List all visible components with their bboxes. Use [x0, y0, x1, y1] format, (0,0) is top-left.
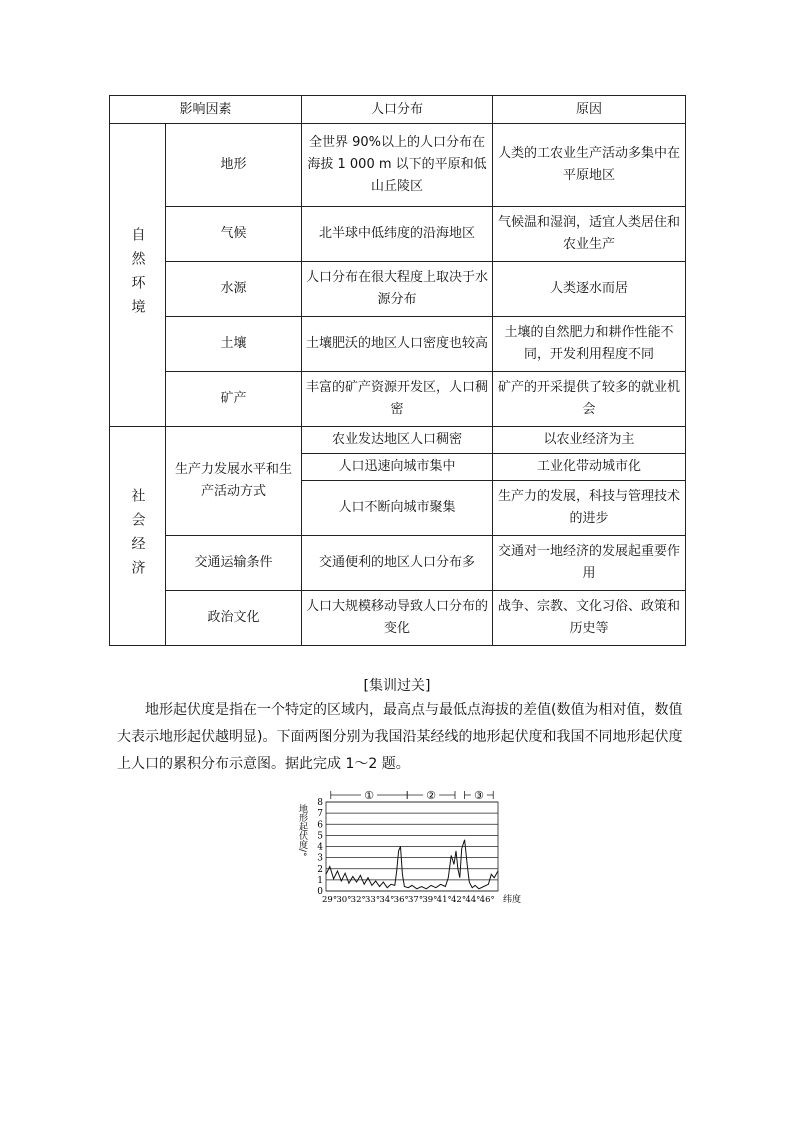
- distribution-cell: 交通便利的地区人口分布多: [302, 536, 493, 591]
- y-tick-label: 1: [317, 875, 323, 886]
- y-tick-label: 5: [317, 831, 323, 842]
- x-tick-label: 36°: [393, 895, 409, 905]
- category-cell: [110, 427, 166, 646]
- table-row: [110, 536, 686, 591]
- x-axis-label: 纬度: [503, 895, 522, 905]
- distribution-cell: 人口分布在很大程度上取决于水源分布: [302, 262, 493, 317]
- reason-cell: 气候温和湿润，适宜人类居住和农业生产: [493, 207, 686, 262]
- category-cell: [110, 124, 166, 427]
- y-tick-label: 3: [317, 853, 323, 864]
- header-factor: 影响因素: [110, 96, 302, 124]
- header-reason: 原因: [493, 96, 686, 124]
- factor-cell: 交通运输条件: [166, 536, 302, 591]
- reason-cell: 以农业经济为主: [493, 427, 686, 454]
- y-tick-label: 0: [317, 887, 323, 897]
- reason-cell: 战争、宗教、文化习俗、政策和历史等: [493, 591, 686, 646]
- factor-cell: 水源: [166, 262, 302, 317]
- table-row: [110, 124, 686, 207]
- table-row: [110, 317, 686, 372]
- x-tick-label: 33°: [365, 895, 381, 905]
- table-row: [110, 372, 686, 427]
- region-label: ①: [364, 789, 374, 802]
- distribution-cell: 土壤肥沃的地区人口密度也较高: [302, 317, 493, 372]
- category-natural: 自然环境: [129, 227, 146, 323]
- distribution-cell: 全世界 90%以上的人口分布在海拔 1 000 m 以下的平原和低山丘陵区: [302, 124, 493, 207]
- x-tick-label: 34°: [379, 895, 395, 905]
- x-tick-label: 39°: [422, 895, 438, 905]
- factor-cell: 地形: [166, 124, 302, 207]
- x-tick-label: 44°: [465, 895, 481, 905]
- reason-cell: 工业化带动城市化: [493, 454, 686, 481]
- category-social: 社会经济: [129, 488, 146, 584]
- terrain-relief-chart: [286, 784, 526, 909]
- factor-cell: 气候: [166, 207, 302, 262]
- relief-series-line: [326, 840, 498, 889]
- question-paragraph: 地形起伏度是指在一个特定的区域内，最高点与最低点海拔的差值(数值为相对值，数值大表示地形起伏越明显)。下面两图分别为我国沿某经线的地形起伏度和我国不同地形起伏度上人口的累积分布示意图。据此完成 1～2 题。: [117, 702, 683, 772]
- table-row: [110, 207, 686, 262]
- region-label: ③: [473, 789, 484, 802]
- reason-cell: 人类逐水而居: [493, 262, 686, 317]
- x-tick-label: 41°: [436, 895, 452, 905]
- table-row: [110, 591, 686, 646]
- distribution-cell: 人口大规模移动导致人口分布的变化: [302, 591, 493, 646]
- y-tick-label: 6: [317, 820, 323, 831]
- x-tick-label: 29°: [322, 895, 338, 905]
- header-distribution: 人口分布: [302, 96, 493, 124]
- x-tick-label: 37°: [408, 895, 424, 905]
- section-title: [集训过关]: [363, 678, 431, 694]
- factor-cell: 生产力发展水平和生产活动方式: [166, 427, 302, 536]
- table-row: [110, 262, 686, 317]
- reason-cell: 交通对一地经济的发展起重要作用: [493, 536, 686, 591]
- reason-cell: 土壤的自然肥力和耕作性能不同，开发利用程度不同: [493, 317, 686, 372]
- factor-cell: 政治文化: [166, 591, 302, 646]
- y-tick-label: 4: [317, 842, 323, 853]
- table-header-row: [110, 96, 686, 124]
- y-tick-label: 8: [317, 798, 323, 808]
- factor-cell: 矿产: [166, 372, 302, 427]
- y-tick-label: 2: [317, 864, 323, 875]
- distribution-cell: 北半球中低纬度的沿海地区: [302, 207, 493, 262]
- distribution-cell: 丰富的矿产资源开发区，人口稠密: [302, 372, 493, 427]
- y-axis-label: 地形起伏度/°: [297, 804, 307, 857]
- region-label: ②: [426, 789, 437, 802]
- x-tick-label: 46°: [479, 895, 495, 905]
- distribution-cell: 农业发达地区人口稠密: [302, 427, 493, 454]
- reason-cell: 矿产的开采提供了较多的就业机会: [493, 372, 686, 427]
- factor-table: [109, 95, 686, 646]
- x-tick-label: 42°: [451, 895, 467, 905]
- distribution-cell: 人口不断向城市聚集: [302, 481, 493, 536]
- x-tick-label: 30°: [336, 895, 352, 905]
- table-row: [110, 427, 686, 454]
- reason-cell: 生产力的发展，科技与管理技术的进步: [493, 481, 686, 536]
- x-tick-label: 32°: [350, 895, 366, 905]
- y-tick-label: 7: [317, 809, 323, 820]
- distribution-cell: 人口迅速向城市集中: [302, 454, 493, 481]
- reason-cell: 人类的工农业生产活动多集中在平原地区: [493, 124, 686, 207]
- factor-cell: 土壤: [166, 317, 302, 372]
